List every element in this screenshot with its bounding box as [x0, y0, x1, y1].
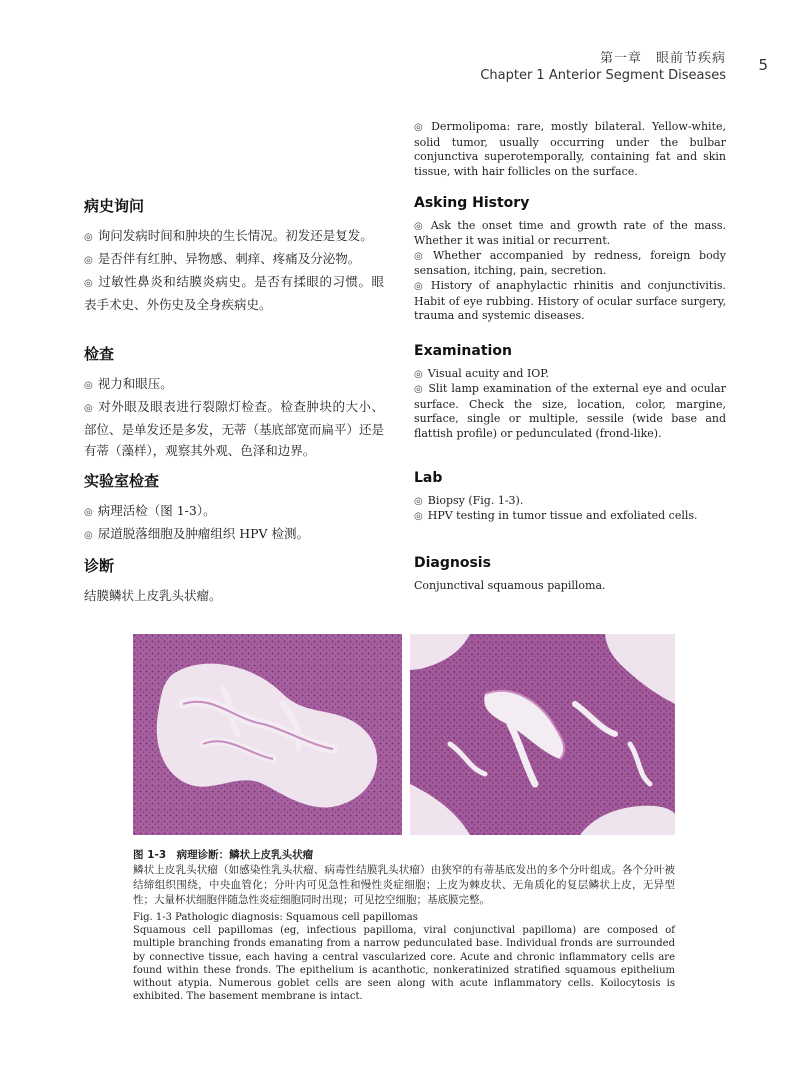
list-item: ◎ 尿道脱落细胞及肿瘤组织 HPV 检测。: [84, 526, 310, 541]
exam-heading-en: Examination: [414, 343, 512, 359]
diagnosis-text-cn: 结膜鳞状上皮乳头状瘤。: [84, 588, 222, 603]
diagnosis-heading-en: Diagnosis: [414, 555, 491, 571]
figure-caption-en: [133, 911, 675, 1003]
bullet-icon: ◎: [414, 495, 423, 507]
list-item: ◎ 视力和眼压。: [84, 376, 173, 391]
list-item: ◎ Whether accompanied by redness, foreign body sensation, itching, pain, secretion.: [414, 248, 726, 278]
histology-image-right: [410, 634, 675, 835]
bullet-icon: ◎: [414, 250, 428, 262]
list-item: ◎ Visual acuity and IOP.: [414, 366, 549, 380]
running-header: [480, 50, 726, 84]
bullet-icon: ◎: [414, 384, 424, 396]
caption-en-text: Squamous cell papillomas (eg, infectious papilloma, viral conjunctival papilloma) are composed of multiple branching fronds emanating from a narrow pedunculated base. Individual fronds are surrounded by connective tissue, each having a central vascularized core. Acute and chronic inflammatory cells are found within these fronds. The epithelium is acanthotic, nonkeratinized stratified squamous epithelium without atypia. Numerous goblet cells are seen along with acute inflammatory cells. Koilocytosis is exhibited. The basement membrane is intact.: [133, 925, 675, 1003]
page-number: 5: [758, 56, 768, 74]
list-item: ◎ 是否伴有红肿、异物感、刺痒、疼痛及分泌物。: [84, 251, 361, 266]
list-item: ◎ Ask the onset time and growth rate of the mass. Whether it was initial or recurrent.: [414, 218, 726, 248]
histology-image-left: [133, 634, 402, 835]
exam-section-en: [414, 344, 726, 442]
caption-cn-label: 图 1-3 病理诊断：鳞状上皮乳头状瘤: [133, 849, 314, 861]
history-section-cn: [84, 196, 384, 315]
micrograph-right: [410, 634, 675, 835]
list-item: ◎ 对外眼及眼表进行裂隙灯检查。检查肿块的大小、部位、是单发还是多发，无蒂（基底部宽而扁平）还是有蒂（藻样），观察其外观、色泽和边界。: [84, 399, 385, 458]
diagnosis-section-en: [414, 556, 726, 593]
bullet-icon: ◎: [414, 220, 426, 232]
history-section-en: [414, 196, 726, 324]
lab-heading-cn: 实验室检查: [84, 472, 160, 490]
lab-section-en: [414, 471, 726, 525]
bullet-icon: ◎: [84, 232, 93, 243]
histology-figure: [133, 634, 675, 835]
dermolipoma-item: [414, 120, 726, 179]
bullet-icon: ◎: [84, 507, 93, 518]
bullet-icon: ◎: [414, 122, 427, 133]
caption-en-label: Fig. 1-3 Pathologic diagnosis: Squamous cell papillomas: [133, 912, 418, 923]
history-heading-cn: 病史询问: [84, 197, 145, 215]
list-item: ◎ HPV testing in tumor tissue and exfoliated cells.: [414, 509, 698, 523]
bullet-icon: ◎: [84, 278, 94, 289]
history-heading-en: Asking History: [414, 195, 530, 211]
bullet-icon: ◎: [414, 368, 423, 380]
bullet-icon: ◎: [84, 530, 93, 541]
figure-caption-cn: [133, 848, 675, 908]
chapter-title-cn: 第一章 眼前节疾病: [599, 51, 726, 66]
diagnosis-section-cn: [84, 556, 384, 606]
list-item: ◎ 过敏性鼻炎和结膜炎病史。是否有揉眼的习惯。眼表手术史、外伤史及全身疾病史。: [84, 274, 384, 312]
micrograph-left: [133, 634, 402, 835]
chapter-title-en: Chapter 1 Anterior Segment Diseases: [480, 68, 726, 83]
exam-heading-cn: 检查: [84, 345, 115, 363]
list-item: ◎ Slit lamp examination of the external eye and ocular surface. Check the size, location, color, margine, surface, single or multiple, sessile (wide base and flattish profile) or pedunculated (frond-like).: [414, 382, 726, 440]
diagnosis-heading-cn: 诊断: [84, 557, 115, 575]
dermolipoma-text: Dermolipoma: rare, mostly bilateral. Yellow-white, solid tumor, usually occurring under the bulbar conjunctiva superotemporally, containing fat and skin tissue, with hair follicles on the surface.: [414, 120, 726, 178]
caption-cn-text: 鳞状上皮乳头状瘤（如感染性乳头状瘤、病毒性结膜乳头状瘤）由狭窄的有蒂基底发出的多个分叶组成。各个分叶被结缔组织围绕，中央血管化；分叶内可见急性和慢性炎症细胞；上皮为棘皮状、无角质化的复层鳞状上皮，无异型性；大量杯状细胞伴随急性炎症细胞同时出现；可见挖空细胞；基底膜完整。: [133, 864, 675, 906]
lab-section-cn: [84, 471, 384, 546]
list-item: ◎ 询问发病时间和肿块的生长情况。初发还是复发。: [84, 228, 373, 243]
bullet-icon: ◎: [84, 403, 94, 414]
diagnosis-text-en: Conjunctival squamous papilloma.: [414, 578, 606, 592]
list-item: ◎ Biopsy (Fig. 1-3).: [414, 493, 524, 507]
list-item: ◎ History of anaphylactic rhinitis and conjunctivitis. Habit of eye rubbing. History of ocular surface surgery, trauma and systemic diseases.: [414, 278, 726, 323]
bullet-icon: ◎: [84, 255, 93, 266]
list-item: ◎ 病理活检（图 1-3）。: [84, 503, 216, 518]
bullet-icon: ◎: [84, 380, 93, 391]
bullet-icon: ◎: [414, 511, 423, 523]
lab-heading-en: Lab: [414, 470, 443, 486]
bullet-icon: ◎: [414, 280, 426, 292]
exam-section-cn: [84, 344, 384, 461]
